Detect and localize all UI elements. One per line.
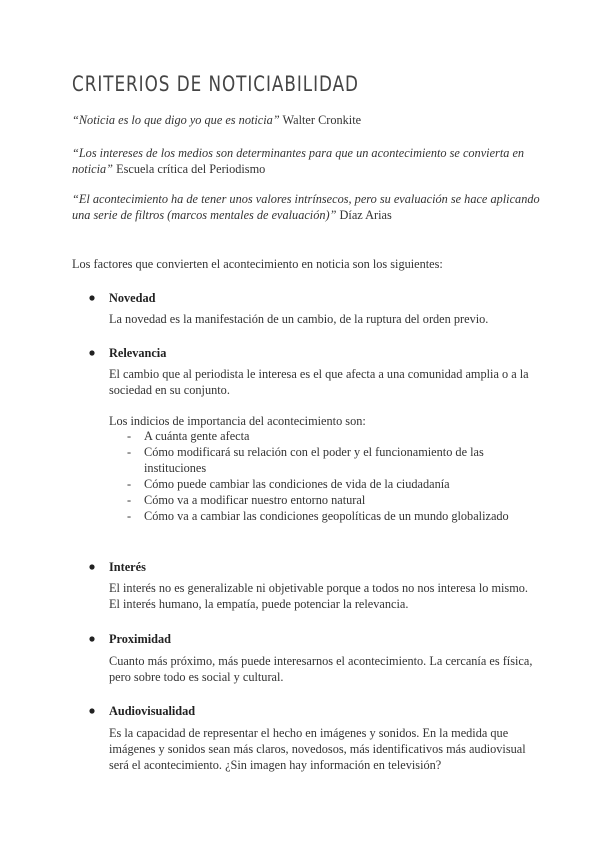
quote-text: “Noticia es lo que digo yo que es noticia” [72, 113, 280, 127]
section-text-relevancia: El cambio que al periodista le interesa es el que afecta a una comunidad amplia o a la sociedad en su conjunto. [109, 367, 529, 397]
bullet-icon [89, 295, 97, 303]
quote-text: “El acontecimiento ha de tener unos valores intrínsecos, pero su evaluación se hace aplicando una serie de filtros (marcos mentales de evaluación)” [72, 192, 540, 222]
list-item: - A cuánta gente afecta [127, 429, 250, 443]
bullet-icon [89, 708, 97, 716]
section-text-novedad: La novedad es la manifestación de un cambio, de la ruptura del orden previo. [109, 312, 489, 326]
indicios-list [109, 428, 539, 524]
quote-cronkite [72, 112, 542, 128]
list-item: - Cómo puede cambiar las condiciones de vida de la ciudadanía [127, 477, 450, 491]
dash-icon: - [127, 477, 132, 491]
section-text-audiovisualidad: Es la capacidad de representar el hecho en imágenes y sonidos. En la medida que imágenes y sonidos sean más claros, novedosos, más identificativos más audiovisual será el acontecimiento. ¿Sin imagen hay información en televisión? [109, 726, 526, 772]
section-title-proximidad: Proximidad [109, 632, 171, 646]
list-item: - Cómo modificará su relación con el poder y el funcionamiento de las instituciones [127, 445, 484, 475]
document-title: CRITERIOS DE NOTICIABILIDAD [72, 72, 359, 96]
quote-author: Walter Cronkite [279, 113, 362, 127]
bullet-icon [89, 350, 97, 358]
section-text-interes: El interés no es generalizable ni objetivable porque a todos no nos interesa lo mismo. El interés humano, la empatía, puede potenciar la relevancia. [109, 581, 529, 611]
section-text-proximidad: Cuanto más próximo, más puede interesarnos el acontecimiento. La cercanía es física, pero sobre todo es social y cultural. [109, 654, 533, 684]
quote-escuela-critica [72, 145, 542, 177]
section-title-novedad: Novedad [109, 291, 156, 305]
section-text-indicios: Los indicios de importancia del acontecimiento son: [109, 414, 366, 428]
quote-text: “Los intereses de los medios son determinantes para que un acontecimiento se convierta en noticia” [72, 146, 525, 176]
list-item: - Cómo va a cambiar las condiciones geopolíticas de un mundo globalizado [127, 509, 509, 523]
section-title-audiovisualidad: Audiovisualidad [109, 704, 196, 718]
dash-icon: - [127, 445, 132, 459]
section-title-relevancia: Relevancia [109, 346, 167, 360]
dash-icon: - [127, 509, 132, 523]
quote-author: Escuela crítica del Periodismo [113, 162, 266, 176]
intro-text: Los factores que convierten el acontecimiento en noticia son los siguientes: [72, 257, 443, 271]
bullet-icon [89, 636, 97, 644]
list-item: - Cómo va a modificar nuestro entorno natural [127, 493, 366, 507]
quote-author: Díaz Arias [336, 208, 392, 222]
bullet-icon [89, 564, 97, 572]
dash-icon: - [127, 429, 132, 443]
section-title-interes: Interés [109, 560, 146, 574]
dash-icon: - [127, 493, 132, 507]
quote-diaz-arias [72, 191, 542, 223]
